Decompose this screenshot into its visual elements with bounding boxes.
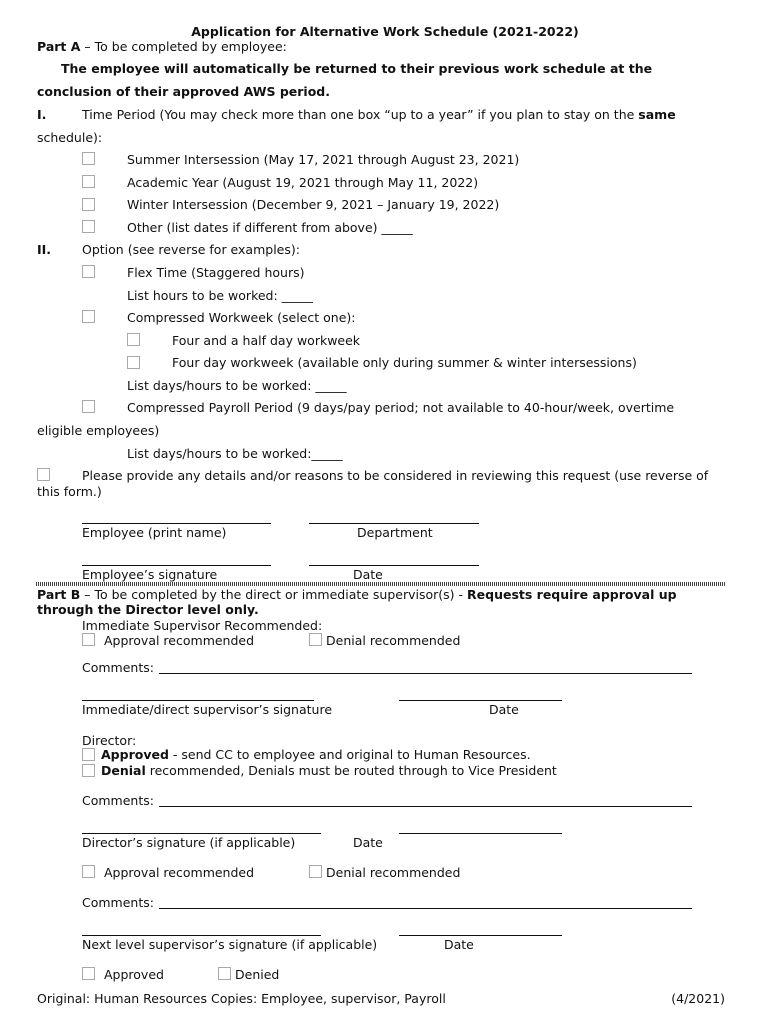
immediate-date-label: Date (489, 702, 519, 717)
employee-signature-label: Employee’s signature (82, 567, 218, 582)
next-signature-label: Next level supervisor’s signature (if applicable) (82, 937, 378, 952)
compressed-workweek-checkbox[interactable] (82, 310, 95, 323)
director-approved-checkbox[interactable] (82, 748, 95, 761)
section-divider (36, 582, 725, 586)
employee-date-line[interactable] (309, 565, 479, 566)
immediate-date-line[interactable] (399, 700, 562, 701)
period-winter-label: Winter Intersession (December 9, 2021 – January 19, 2022) (127, 197, 500, 212)
department-label: Department (357, 525, 433, 540)
immediate-signature-label: Immediate/direct supervisor’s signature (82, 702, 333, 717)
director-approved-label: Approved - send CC to employee and original to Human Resources. (101, 747, 531, 762)
immediate-approval-label: Approval recommended (104, 633, 255, 648)
director-denial-checkbox[interactable] (82, 764, 95, 777)
immediate-comments-line[interactable] (159, 673, 692, 674)
employee-date-label: Date (353, 567, 383, 582)
next-signature-line[interactable] (82, 935, 321, 936)
list-days-label-2: List days/hours to be worked:_____ (127, 446, 343, 461)
next-comments-label: Comments: (82, 895, 154, 910)
immediate-denial-checkbox[interactable] (309, 633, 322, 646)
part-b-heading-cont: through the Director level only. (37, 602, 259, 617)
flex-hours-label: List hours to be worked: _____ (127, 288, 313, 303)
immediate-comments-label: Comments: (82, 660, 154, 675)
director-comments-line[interactable] (159, 806, 692, 807)
period-summer-checkbox[interactable] (82, 152, 95, 165)
final-denied-checkbox[interactable] (218, 967, 231, 980)
period-other-label: Other (list dates if different from above) _____ (127, 220, 413, 235)
section-2-text: Option (see reverse for examples): (82, 242, 300, 257)
four-half-day-checkbox[interactable] (127, 333, 140, 346)
form-title: Application for Alternative Work Schedule (2021-2022) (191, 24, 579, 39)
employee-name-label: Employee (print name) (82, 525, 227, 540)
period-academic-label: Academic Year (August 19, 2021 through May 11, 2022) (127, 175, 479, 190)
four-half-day-label: Four and a half day workweek (172, 333, 361, 348)
employee-name-line[interactable] (82, 523, 271, 524)
director-denial-label: Denial recommended, Denials must be routed through to Vice President (101, 763, 557, 778)
director-label: Director: (82, 733, 137, 748)
next-date-line[interactable] (399, 935, 562, 936)
next-denial-label: Denial recommended (326, 865, 461, 880)
employee-signature-line[interactable] (82, 565, 271, 566)
director-date-line[interactable] (399, 833, 562, 834)
footer-revision: (4/2021) (671, 991, 725, 1006)
part-a-heading: Part A – To be completed by employee: (37, 39, 287, 54)
list-days-label-1: List days/hours to be worked: _____ (127, 378, 347, 393)
details-checkbox[interactable] (37, 468, 50, 481)
section-2-number: II. (37, 242, 52, 257)
section-1-text-cont: schedule): (37, 130, 103, 145)
final-approved-checkbox[interactable] (82, 967, 95, 980)
director-comments-label: Comments: (82, 793, 154, 808)
notice-line-1: The employee will automatically be returned to their previous work schedule at the (61, 61, 653, 76)
compressed-payroll-label-cont: eligible employees) (37, 423, 160, 438)
next-date-label: Date (444, 937, 474, 952)
director-signature-label: Director’s signature (if applicable) (82, 835, 296, 850)
details-label: Please provide any details and/or reasons to be considered in reviewing this request (use reverse of (82, 468, 709, 483)
notice-line-2: conclusion of their approved AWS period. (37, 84, 331, 99)
period-summer-label: Summer Intersession (May 17, 2021 through August 23, 2021) (127, 152, 520, 167)
next-approval-checkbox[interactable] (82, 865, 95, 878)
final-approved-label: Approved (104, 967, 164, 982)
director-signature-line[interactable] (82, 833, 321, 834)
compressed-payroll-checkbox[interactable] (82, 400, 95, 413)
next-approval-label: Approval recommended (104, 865, 255, 880)
flex-time-checkbox[interactable] (82, 265, 95, 278)
flex-time-label: Flex Time (Staggered hours) (127, 265, 305, 280)
footer-distribution: Original: Human Resources Copies: Employee, supervisor, Payroll (37, 991, 446, 1006)
compressed-payroll-label: Compressed Payroll Period (9 days/pay period; not available to 40-hour/week, overtime (127, 400, 675, 415)
immediate-denial-label: Denial recommended (326, 633, 461, 648)
immediate-signature-line[interactable] (82, 700, 314, 701)
immediate-approval-checkbox[interactable] (82, 633, 95, 646)
period-winter-checkbox[interactable] (82, 198, 95, 211)
department-line[interactable] (309, 523, 479, 524)
four-day-label: Four day workweek (available only during summer & winter intersessions) (172, 355, 637, 370)
next-denial-checkbox[interactable] (309, 865, 322, 878)
final-denied-label: Denied (235, 967, 280, 982)
immediate-supervisor-label: Immediate Supervisor Recommended: (82, 618, 323, 633)
compressed-workweek-label: Compressed Workweek (select one): (127, 310, 356, 325)
section-1-number: I. (37, 107, 47, 122)
period-other-checkbox[interactable] (82, 220, 95, 233)
four-day-checkbox[interactable] (127, 356, 140, 369)
section-1-text: Time Period (You may check more than one box “up to a year” if you plan to stay on the same (82, 107, 676, 122)
part-b-heading: Part B – To be completed by the direct or immediate supervisor(s) - Requests require approval up (37, 587, 677, 602)
next-comments-line[interactable] (159, 908, 692, 909)
director-date-label: Date (353, 835, 383, 850)
details-label-cont: this form.) (37, 484, 102, 499)
period-academic-checkbox[interactable] (82, 175, 95, 188)
